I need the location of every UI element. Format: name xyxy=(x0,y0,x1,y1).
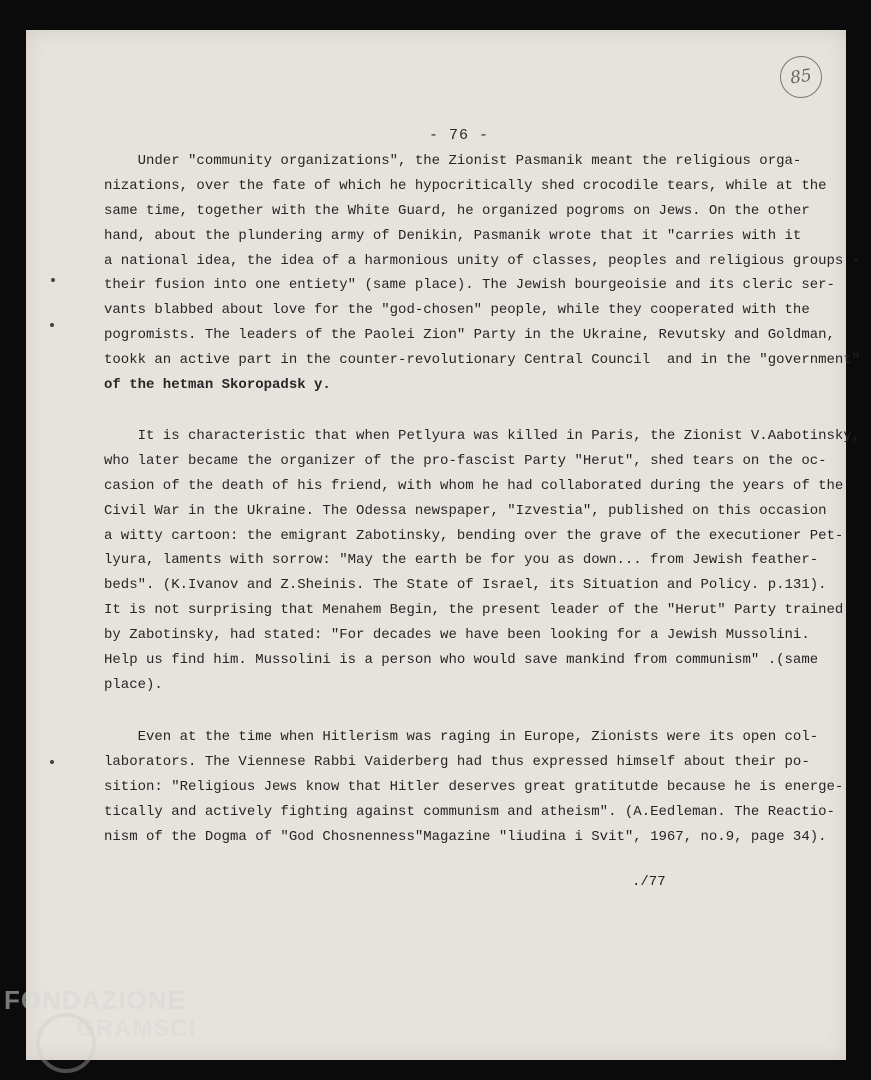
margin-mark xyxy=(51,278,55,282)
text-line: lyura, laments with sorrow: "May the earth be for you as down... from Jewish feather- xyxy=(104,552,819,569)
text-line: nism of the Dogma of "God Chosnenness"Magazine "liudina i Svit", 1967, no.9, page 34). xyxy=(104,828,827,845)
text-line: hand, about the plundering army of Denikin, Pasmanik wrote that it "carries with it xyxy=(104,227,802,244)
text-line: nizations, over the fate of which he hypocritically shed crocodile tears, while at the xyxy=(104,177,827,194)
margin-mark xyxy=(50,760,54,764)
watermark-line-3: onlus xyxy=(180,1049,204,1060)
text-line: their fusion into one entiety" (same place). The Jewish bourgeoisie and its cleric ser- xyxy=(104,277,835,294)
text-line: a witty cartoon: the emigrant Zabotinsky, bending over the grave of the executioner Pet- xyxy=(104,527,844,544)
margin-mark xyxy=(50,323,54,327)
text-line: who later became the organizer of the pro-fascist Party "Herut", shed tears on the oc- xyxy=(104,452,827,469)
text-line: laborators. The Viennese Rabbi Vaiderberg had thus expressed himself about their po- xyxy=(104,753,810,770)
text-line: by Zabotinsky, had stated: "For decades we have been looking for a Jewish Mussolini. xyxy=(104,627,810,644)
continuation-marker: ./77 xyxy=(632,874,666,890)
page-stamp: 85 xyxy=(777,53,824,100)
paragraph-3 xyxy=(104,725,844,849)
text-line: Civil War in the Ukraine. The Odessa newspaper, "Izvestia", published on this occasion xyxy=(104,502,827,519)
paragraph-1 xyxy=(104,149,861,398)
text-line: sition: "Religious Jews know that Hitler deserves great gratitutde because he is energe- xyxy=(104,778,844,795)
text-line: Under "community organizations", the Zionist Pasmanik meant the religious orga- xyxy=(104,153,802,169)
text-line: tically and actively fighting against communism and atheism". (A.Eedleman. The Reactio- xyxy=(104,803,835,820)
watermark-line-1: FONDAZIONE xyxy=(4,985,186,1015)
text-line: pogromists. The leaders of the Paolei Zion" Party in the Ukraine, Revutsky and Goldman, xyxy=(104,327,835,344)
text-line: tookk an active part in the counter-revolutionary Central Council and in the "government" xyxy=(104,352,861,369)
text-line: It is not surprising that Menahem Begin, the present leader of the "Herut" Party trained xyxy=(104,602,844,619)
watermark-line-2: GRAMSCI xyxy=(76,1015,197,1042)
text-line: Even at the time when Hitlerism was raging in Europe, Zionists were its open col- xyxy=(104,729,819,745)
text-line: place). xyxy=(104,676,163,693)
text-line: vants blabbed about love for the "god-chosen" people, while they cooperated with the xyxy=(104,302,810,319)
text-line: same time, together with the White Guard, he organized pogroms on Jews. On the other xyxy=(104,202,810,219)
page-number: - 76 - xyxy=(429,127,490,144)
text-line: Help us find him. Mussolini is a person who would save mankind from communism" .(same xyxy=(104,652,819,669)
text-line: a national idea, the idea of a harmonious unity of classes, peoples and religious groups - xyxy=(104,252,861,269)
text-line: casion of the death of his friend, with whom he had collaborated during the years of the xyxy=(104,477,844,494)
watermark-logo xyxy=(4,985,214,1075)
text-line: beds". (K.Ivanov and Z.Sheinis. The State of Israel, its Situation and Policy. p.131). xyxy=(104,577,827,594)
text-line: of the hetman Skoropadsk y. xyxy=(104,377,331,394)
text-line: It is characteristic that when Petlyura was killed in Paris, the Zionist V.Aabotinsky, xyxy=(104,428,861,444)
paragraph-2 xyxy=(104,424,861,698)
